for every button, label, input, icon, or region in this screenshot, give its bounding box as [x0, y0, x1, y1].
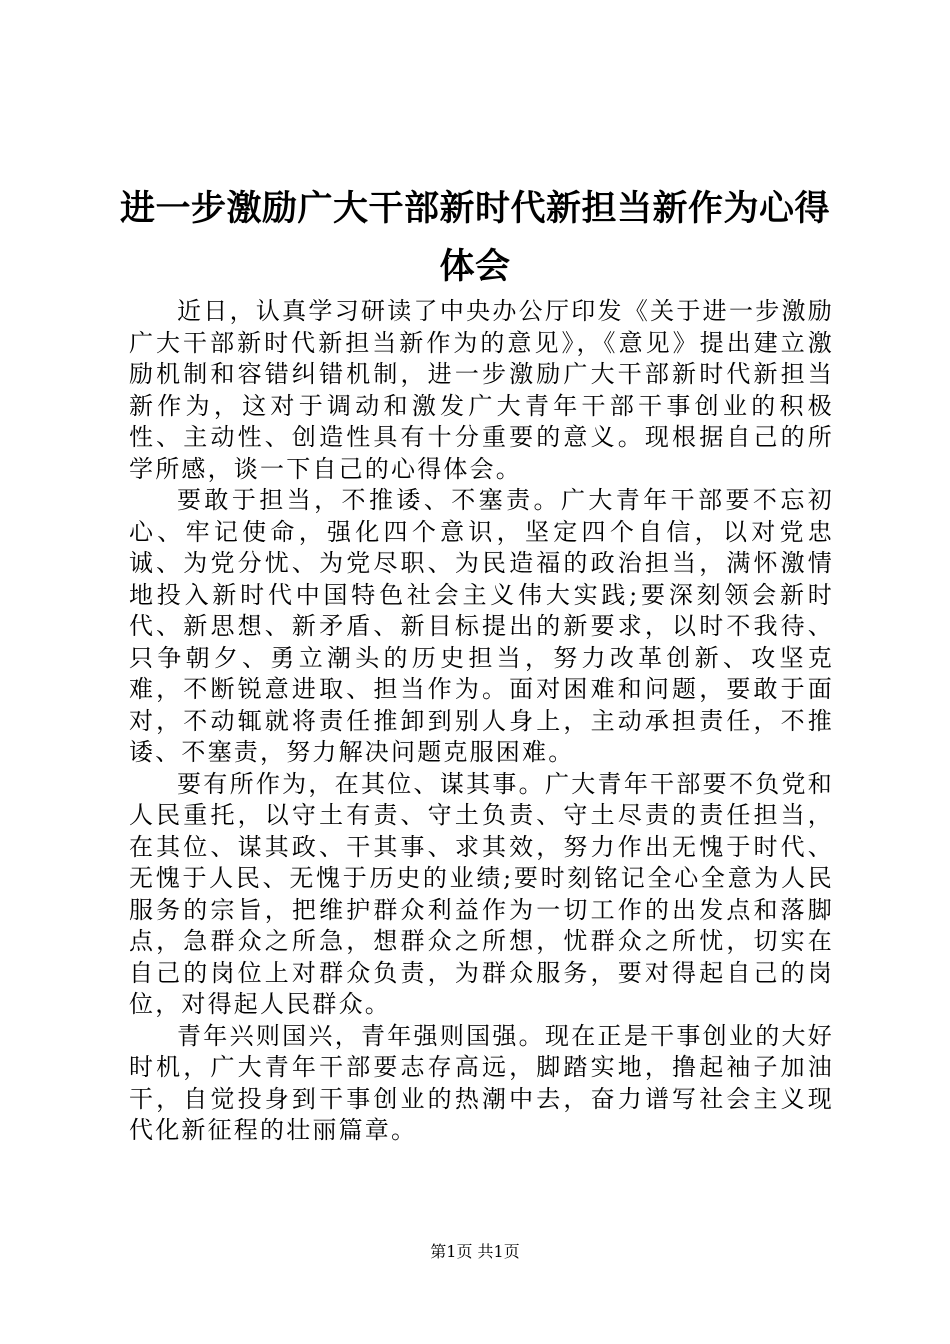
- page-footer: 第1页 共1页: [430, 1242, 520, 1261]
- document-title-line2: 体会: [439, 246, 511, 287]
- paragraph-4: 青年兴则国兴，青年强则国强。现在正是干事创业的大好时机，广大青年干部要志存高远，脚踏实地，撸起袖子加油干，自觉投身到干事创业的热潮中去，奋力谱写社会主义现代化新征程的壮丽篇章。: [129, 1021, 834, 1144]
- paragraph-2: 要敢于担当，不推诿、不塞责。广大青年干部要不忘初心、牢记使命，强化四个意识，坚定四个自信，以对党忠诚、为党分忧、为党尽职、为民造福的政治担当，满怀激情地投入新时代中国特色社会主义伟大实践;要深刻领会新时代、新思想、新矛盾、新目标提出的新要求，以时不我待、只争朝夕、勇立潮头的历史担当，努力改革创新、攻坚克难，不断锐意进取、担当作为。面对困难和问题，要敢于面对，不动辄就将责任推卸到别人身上，主动承担责任，不推诿、不塞责，努力解决问题克服困难。: [129, 486, 834, 766]
- document-body: [129, 296, 834, 1147]
- document-title-line1: 进一步激励广大干部新时代新担当新作为心得: [119, 188, 830, 229]
- paragraph-1: 近日，认真学习研读了中央办公厅印发《关于进一步激励广大干部新时代新担当新作为的意见》，《意见》提出建立激励机制和容错纠错机制，进一步激励广大干部新时代新担当新作为，这对于调动和激发广大青年干部干事创业的积极性、主动性、创造性具有十分重要的意义。现根据自己的所学所感，谈一下自己的心得体会。: [129, 297, 834, 483]
- paragraph-3: 要有所作为，在其位、谋其事。广大青年干部要不负党和人民重托，以守土有责、守土负责、守土尽责的责任担当，在其位、谋其政、干其事、求其效，努力作出无愧于时代、无愧于人民、无愧于历史的业绩;要时刻铭记全心全意为人民服务的宗旨，把维护群众利益作为一切工作的出发点和落脚点，急群众之所急，想群众之所想，忧群众之所忧，切实在自己的岗位上对群众负责，为群众服务，要对得起自己的岗位，对得起人民群众。: [129, 769, 834, 1018]
